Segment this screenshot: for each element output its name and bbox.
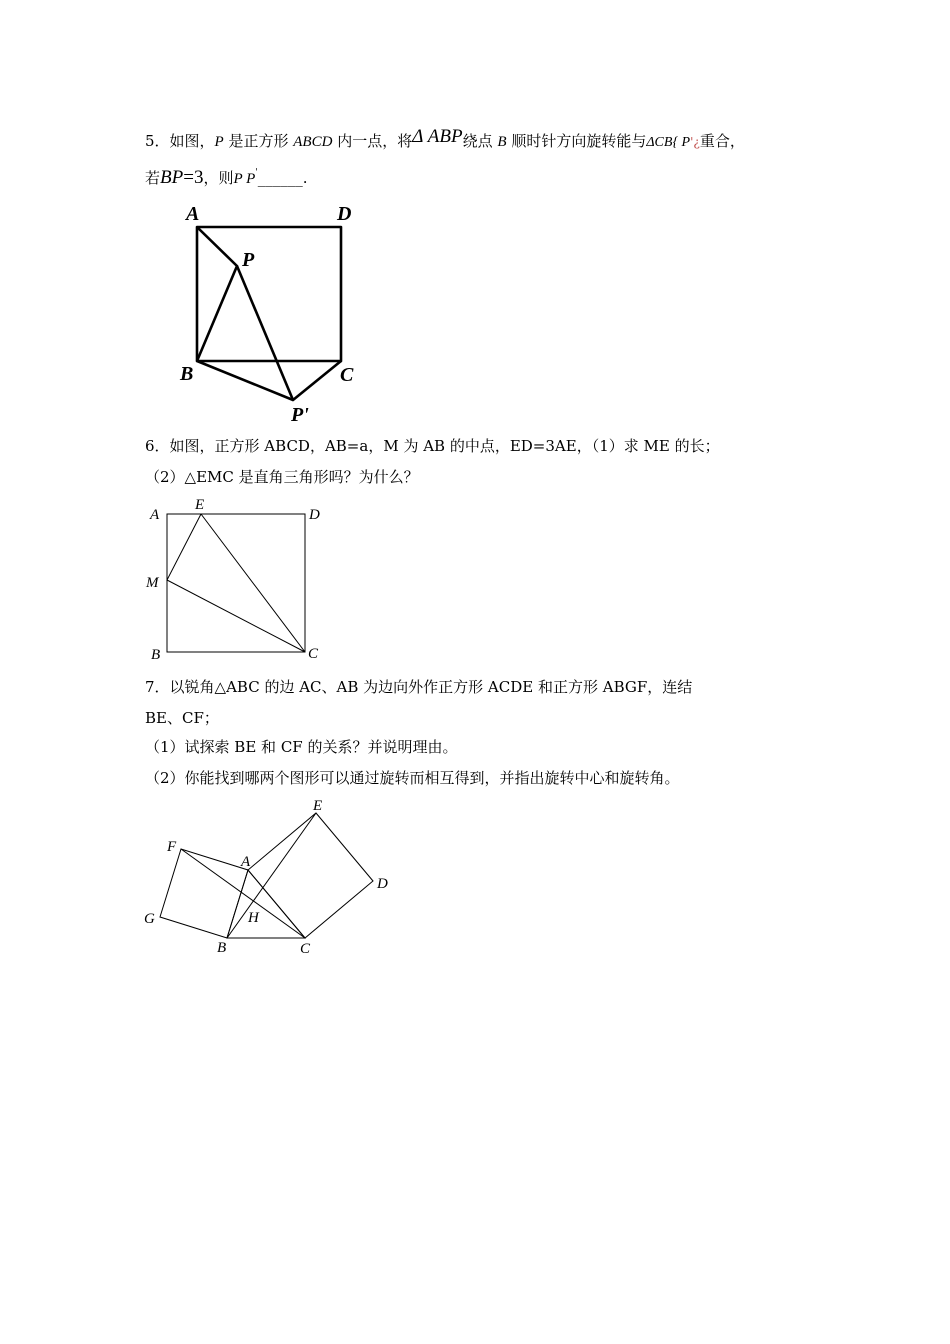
q6-line2: （2）△EMC 是直角三角形吗？为什么？	[145, 468, 419, 486]
q5-triangle-cbpprime	[197, 361, 341, 400]
q5-label-a: A	[186, 203, 200, 225]
q5-label-d: D	[337, 203, 352, 225]
q5-pp: P P	[233, 171, 256, 187]
q5-point-b: B	[497, 134, 507, 150]
q5-var-p: P	[214, 134, 224, 150]
q6-square	[167, 514, 305, 652]
q5-line1: 5．如图，P 是正方形 ABCD 内一点，将Δ ABP绕点 B 顺时针方向旋转能与ΔCB{ P'¿重合，	[145, 126, 745, 150]
q7-line1: 7．以锐角△ABC 的边 AC、AB 为边向外作正方形 ACDE 和正方形 ABGF，连结	[145, 678, 693, 696]
q7-line4: （2）你能找到哪两个图形可以通过旋转而相互得到，并指出旋转中心和旋转角。	[145, 769, 680, 787]
q6-label-b: B	[151, 647, 161, 663]
q5-label-c: C	[340, 364, 354, 386]
q6-label-m: M	[146, 575, 159, 591]
q6-label-e: E	[195, 497, 205, 513]
q7-square-abgf	[160, 849, 248, 938]
q5-bp: BP	[160, 167, 184, 188]
q7-segment-cf	[181, 849, 305, 938]
q5-line2: 若BP=3，则P P'______.	[145, 167, 308, 188]
q5-triangle-cbp: ΔCB{ P	[646, 135, 691, 150]
q7-line3: （1）试探索 BE 和 CF 的关系？并说明理由。	[145, 738, 458, 756]
q5-label-pprime: P'	[291, 404, 309, 426]
q7-label-d: D	[377, 876, 388, 892]
q6-label-c: C	[308, 646, 319, 662]
q5-square	[197, 227, 341, 361]
q7-square-acde	[248, 813, 373, 938]
q6-label-d: D	[309, 507, 320, 523]
q5-broken-prime: '¿	[690, 135, 700, 149]
q7-label-b: B	[217, 940, 227, 956]
q5-square-abcd: ABCD	[293, 134, 333, 150]
q7-triangle-abc	[227, 870, 305, 938]
q5-label-b: B	[180, 363, 194, 385]
q7-label-c: C	[300, 941, 311, 957]
q7-label-a: A	[241, 854, 251, 870]
q7-label-h: H	[248, 910, 259, 926]
q7-label-e: E	[313, 798, 323, 814]
q6-triangle-emc	[167, 514, 305, 652]
q5-label-p: P	[242, 249, 255, 271]
q5-triangle-abp-shape	[197, 227, 237, 361]
q7-label-f: F	[167, 839, 177, 855]
q7-line2: BE、CF；	[145, 709, 219, 727]
q5-answer-blank: ______.	[257, 169, 308, 187]
q6-label-a: A	[150, 507, 160, 523]
q6-line1: 6．如图，正方形 ABCD，AB=a，M 为 AB 的中点，ED=3AE，（1）求 ME 的长；	[145, 437, 720, 455]
q5-triangle-abp: Δ ABP	[412, 126, 463, 147]
q7-segment-be	[227, 813, 316, 938]
q7-label-g: G	[144, 911, 155, 927]
q5-segment-p-pprime	[237, 266, 293, 400]
